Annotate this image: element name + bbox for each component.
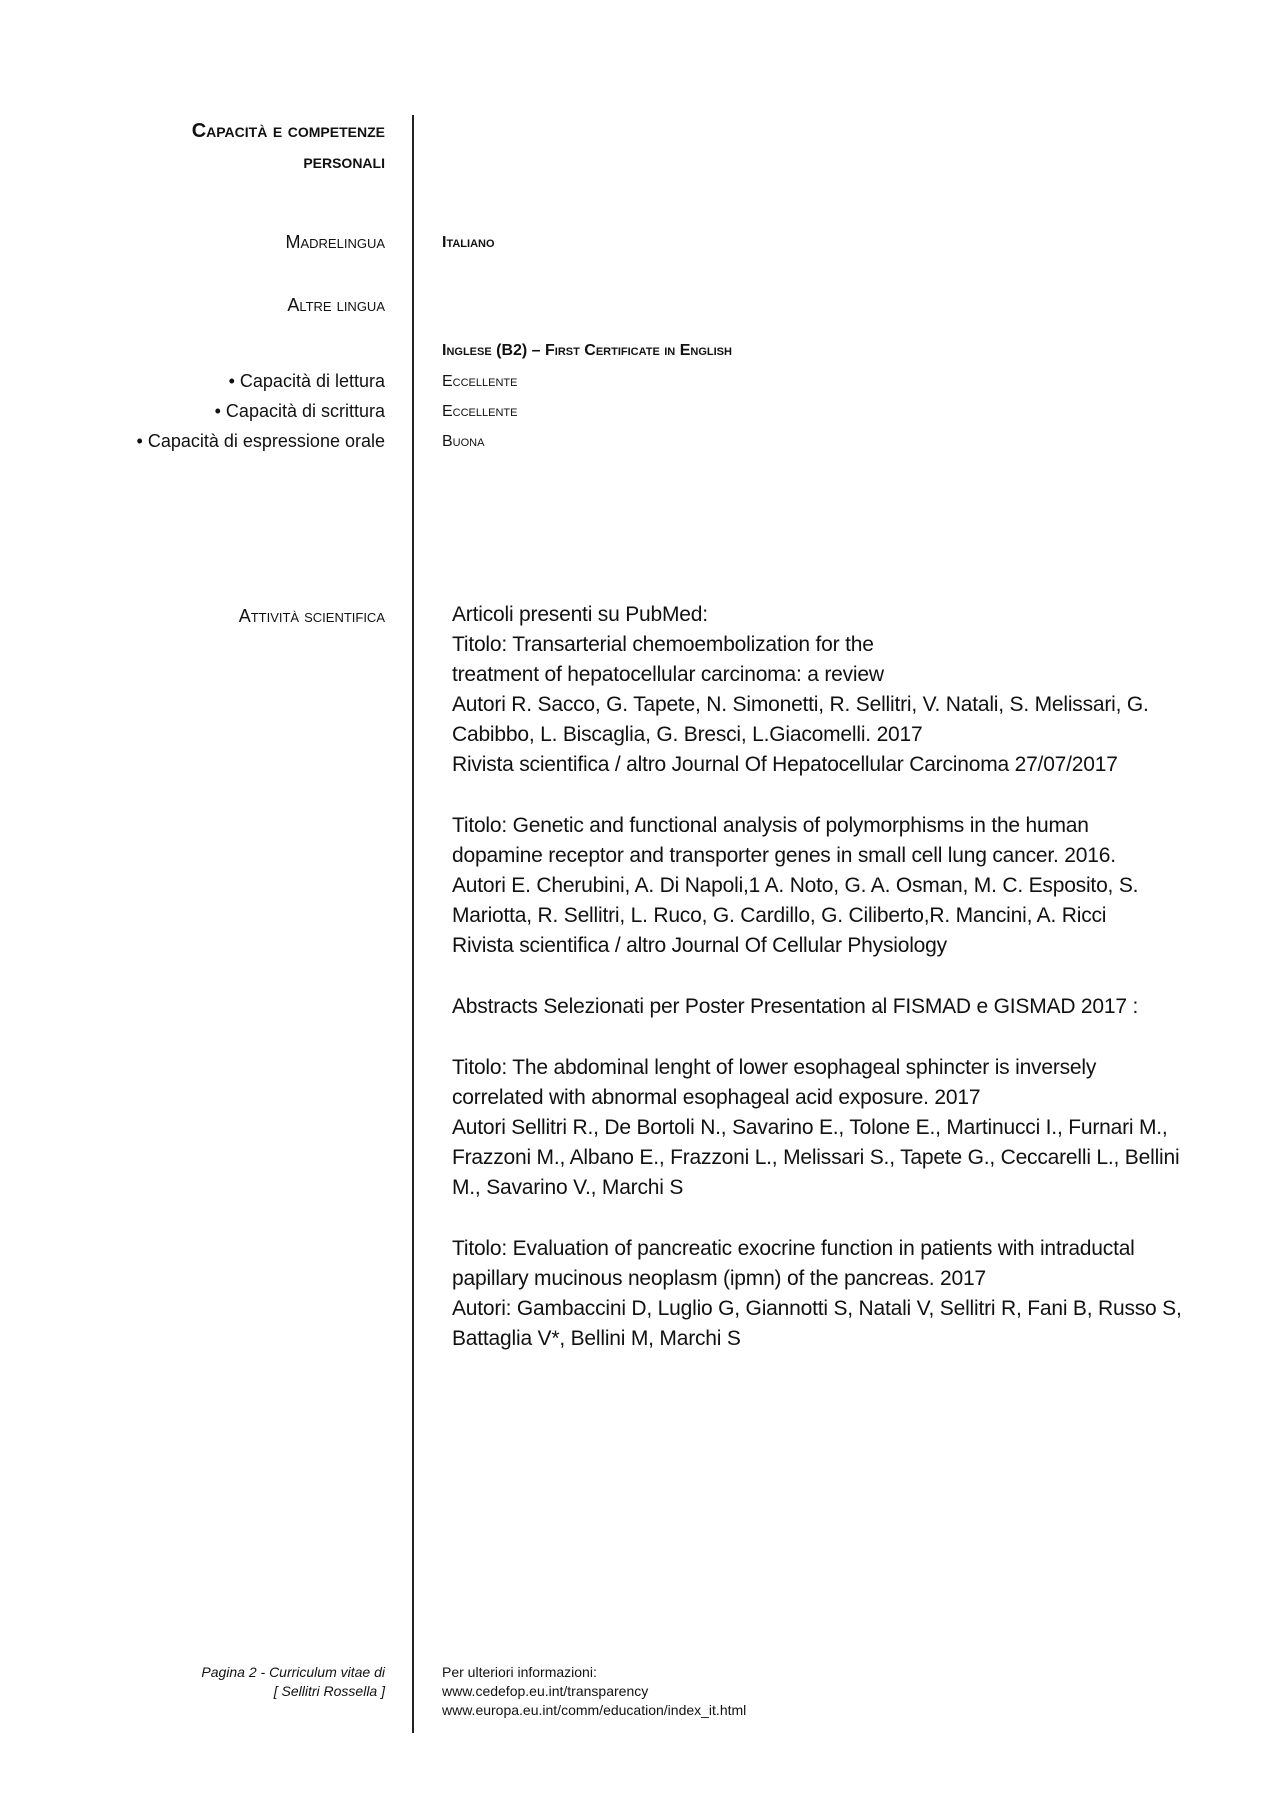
section-title-line1: Capacità e competenze <box>191 120 385 142</box>
writing-skill-value: Eccellente <box>442 403 518 420</box>
paragraph-gap <box>452 780 1227 811</box>
body-line: Mariotta, R. Sellitri, L. Ruco, G. Cardillo, G. Ciliberto,R. Mancini, A. Ricci <box>452 904 1107 927</box>
body-line: Titolo: Genetic and functional analysis of polymorphisms in the human <box>452 814 1089 837</box>
body-line: Rivista scientifica / altro Journal Of Cellular Physiology <box>452 934 947 957</box>
body-line: Titolo: Transarterial chemoembolization for the <box>452 633 874 656</box>
body-line: Abstracts Selezionati per Poster Presentation al FISMAD e GISMAD 2017 : <box>452 995 1139 1018</box>
other-languages-label: Altre lingua <box>287 295 385 315</box>
body-line: Autori E. Cherubini, A. Di Napoli,1 A. Noto, G. A. Osman, M. C. Esposito, S. <box>452 874 1139 897</box>
other-language-value: Inglese (B2) – First Certificate in English <box>442 342 732 359</box>
footer-more-info <box>442 1663 746 1720</box>
speaking-skill-value: Buona <box>442 433 485 450</box>
column-divider <box>412 115 414 1733</box>
mother-tongue-value: Italiano <box>442 234 495 251</box>
paragraph-gap <box>452 1203 1227 1234</box>
body-line: Cabibbo, L. Biscaglia, G. Bresci, L.Giacomelli. 2017 <box>452 723 923 746</box>
paragraph-gap <box>452 961 1227 992</box>
speaking-skill-label: • Capacità di espressione orale <box>136 431 385 451</box>
footer-page-line2: [ Sellitri Rossella ] <box>273 1683 385 1699</box>
reading-skill-label: • Capacità di lettura <box>228 371 385 391</box>
paragraph-gap <box>452 1022 1227 1053</box>
body-line: Battaglia V*, Bellini M, Marchi S <box>452 1327 741 1350</box>
body-line: Autori: Gambaccini D, Luglio G, Giannotti S, Natali V, Sellitri R, Fani B, Russo S, <box>452 1297 1182 1320</box>
body-line: correlated with abnormal esophageal acid exposure. 2017 <box>452 1086 981 1109</box>
footer-page-info <box>201 1663 385 1701</box>
reading-skill-value: Eccellente <box>442 373 518 390</box>
scientific-activity-body <box>452 600 1227 1354</box>
body-line: Rivista scientifica / altro Journal Of Hepatocellular Carcinoma 27/07/2017 <box>452 753 1118 776</box>
body-line: Autori Sellitri R., De Bortoli N., Savarino E., Tolone E., Martinucci I., Furnari M., <box>452 1116 1168 1139</box>
section-title <box>192 116 385 178</box>
body-line: treatment of hepatocellular carcinoma: a review <box>452 663 884 686</box>
writing-skill-label: • Capacità di scrittura <box>214 401 385 421</box>
mother-tongue-label: Madrelingua <box>285 232 385 252</box>
body-line: dopamine receptor and transporter genes in small cell lung cancer. 2016. <box>452 844 1116 867</box>
footer-info-line: Per ulteriori informazioni: <box>442 1664 597 1680</box>
body-line: M., Savarino V., Marchi S <box>452 1176 684 1199</box>
body-line: papillary mucinous neoplasm (ipmn) of the pancreas. 2017 <box>452 1267 986 1290</box>
body-line: Frazzoni M., Albano E., Frazzoni L., Melissari S., Tapete G., Ceccarelli L., Bellini <box>452 1146 1180 1169</box>
body-line: Articoli presenti su PubMed: <box>452 603 708 626</box>
scientific-activity-label: Attività scientifica <box>238 606 385 626</box>
footer-link-cedefop[interactable]: www.cedefop.eu.int/transparency <box>442 1683 649 1699</box>
body-line: Autori R. Sacco, G. Tapete, N. Simonetti, R. Sellitri, V. Natali, S. Melissari, G. <box>452 693 1149 716</box>
body-line: Titolo: Evaluation of pancreatic exocrine function in patients with intraductal <box>452 1237 1135 1260</box>
footer-page-line1: Pagina 2 - Curriculum vitae di <box>201 1664 385 1680</box>
body-line: Titolo: The abdominal lenght of lower esophageal sphincter is inversely <box>452 1056 1097 1079</box>
footer-link-europa[interactable]: www.europa.eu.int/comm/education/index_it.html <box>442 1702 747 1718</box>
section-title-line2: personali <box>303 151 385 173</box>
